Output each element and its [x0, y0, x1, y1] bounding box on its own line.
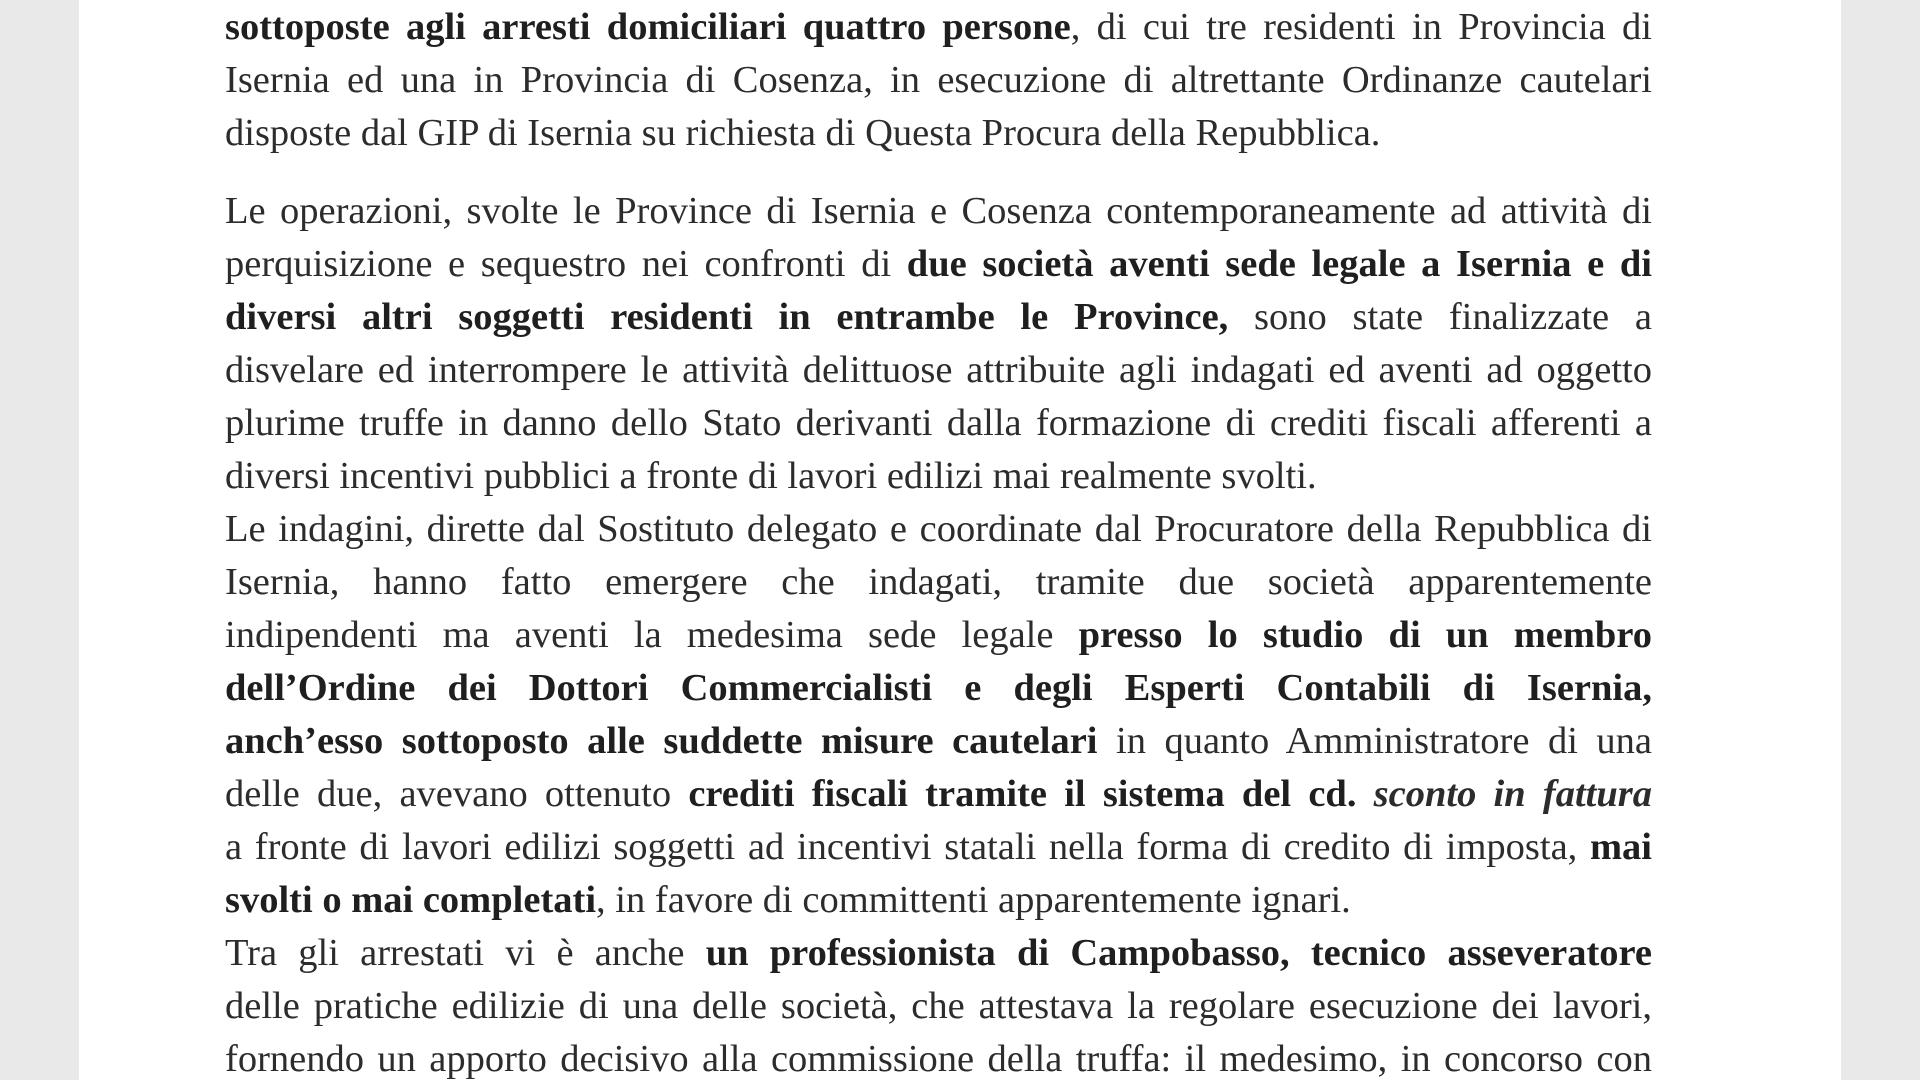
text-line: Isernia ed una in Provincia di Cosenza, in esecuzione di altrettante Ordinanze cautelari [225, 59, 1652, 101]
bold-run: un professionista di Campobasso, tecnico asseveratore [705, 932, 1652, 974]
text-run: perquisizione e sequestro nei confronti di [225, 243, 907, 285]
bold-run: crediti fiscali tramite il sistema del cd. [688, 773, 1374, 815]
text-run: , di cui tre residenti in Provincia di [1070, 6, 1652, 48]
text-line [225, 237, 1652, 291]
text-run: Tra gli arrestati vi è anche [225, 932, 706, 974]
bold-run: due società aventi sede legale a Isernia e di [906, 243, 1652, 285]
text-run: a fronte di lavori edilizi soggetti ad incentivi statali nella forma di credito di imposta, [225, 826, 1590, 868]
text-line [225, 873, 1652, 927]
text-line: disvelare ed interrompere le attività delittuose attribuite agli indagati ed aventi ad oggetto [225, 349, 1652, 391]
text-run: delle due, avevano ottenuto [225, 773, 689, 815]
text-line [225, 184, 1652, 238]
text-line [225, 290, 1652, 344]
document-page [79, 0, 1841, 1080]
text-line: disposte dal GIP di Isernia su richiesta di Questa Procura della Repubblica. [225, 112, 1381, 154]
text-run: Le operazioni, svolte le Province di Isernia e Cosenza contemporaneamente ad attività di [225, 190, 1652, 232]
text-run: sono state finalizzate a [1228, 296, 1652, 338]
bold-run: mai [1589, 826, 1652, 868]
text-line [225, 926, 1652, 980]
text-line [225, 608, 1652, 662]
text-line: Le indagini, dirette dal Sostituto delegato e coordinate dal Procuratore della Repubblica di [225, 508, 1652, 550]
text-run: indipendenti ma aventi la medesima sede legale [225, 614, 1079, 656]
italic-run: sconto in fattura [1373, 773, 1652, 815]
bold-run: anch’esso sottoposto alle suddette misure cautelari [225, 720, 1098, 762]
text-run: in quanto Amministratore di una [1097, 720, 1652, 762]
text-line [225, 767, 1652, 821]
text-line [225, 714, 1652, 768]
text-line [225, 661, 1652, 715]
bold-run: presso lo studio di un membro [1078, 614, 1652, 656]
bold-run: diversi altri soggetti residenti in entrambe le Province, [225, 296, 1229, 338]
bold-run: dell’Ordine dei Dottori Commercialisti e degli Esperti Contabili di Isernia, [225, 667, 1652, 709]
text-line: delle pratiche edilizie di una delle società, che attestava la regolare esecuzione dei lavori, [225, 985, 1652, 1027]
text-line [225, 820, 1652, 874]
text-line [225, 0, 1652, 54]
text-run: , in favore di committenti apparentemente ignari. [596, 879, 1351, 921]
bold-run: sottoposte agli arresti domiciliari quattro persone [225, 6, 1071, 48]
text-line: Isernia, hanno fatto emergere che indagati, tramite due società apparentemente [225, 561, 1652, 603]
text-line: plurime truffe in danno dello Stato derivanti dalla formazione di crediti fiscali afferenti a [225, 402, 1652, 444]
text-line: diversi incentivi pubblici a fronte di lavori edilizi mai realmente svolti. [225, 455, 1317, 497]
bold-run: svolti o mai completati [225, 879, 597, 921]
text-line: fornendo un apporto decisivo alla commissione della truffa: il medesimo, in concorso con [225, 1038, 1652, 1080]
